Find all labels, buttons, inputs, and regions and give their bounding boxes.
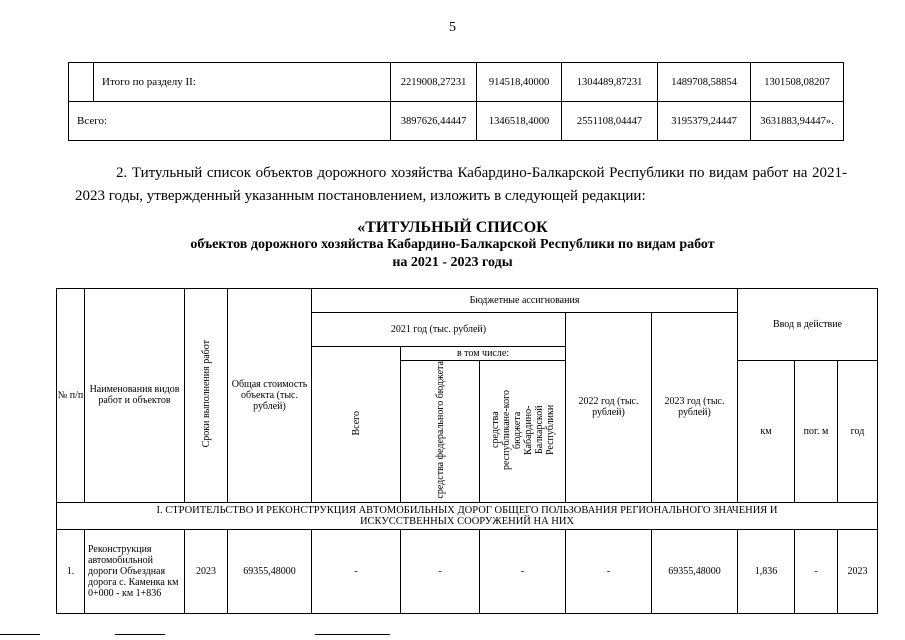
table-row bbox=[57, 529, 878, 613]
cell-all-2021: - bbox=[312, 529, 401, 613]
cell-value: 1301508,08207 bbox=[751, 63, 844, 102]
cell-total: 69355,48000 bbox=[228, 529, 312, 613]
header-km: км bbox=[738, 361, 795, 503]
title-list-table bbox=[56, 288, 878, 614]
row-label: Итого по разделу II: bbox=[94, 63, 391, 102]
cell-num: 1. bbox=[57, 529, 85, 613]
header-terms: Сроки выполнения работ bbox=[185, 289, 228, 503]
header-name: Наименования видов работ и объектов bbox=[85, 289, 185, 503]
cell-republic: - bbox=[480, 529, 566, 613]
cell-value: 3897626,44447 bbox=[391, 102, 477, 141]
header-pogm: пог. м bbox=[795, 361, 838, 503]
header-including: в том числе: bbox=[401, 347, 566, 361]
header-republic: средства республикане-кого бюджета Кабардино-Балкарской Республики bbox=[480, 361, 566, 503]
summary-table bbox=[68, 62, 844, 141]
header-2023: 2023 год (тыс. рублей) bbox=[652, 313, 738, 503]
cell-value: 2219008,27231 bbox=[391, 63, 477, 102]
scan-artifact bbox=[315, 634, 390, 635]
cell-year: 2023 bbox=[838, 529, 878, 613]
cell-term: 2023 bbox=[185, 529, 228, 613]
cell-2022: - bbox=[566, 529, 652, 613]
cell-value: 914518,40000 bbox=[477, 63, 562, 102]
header-budget: Бюджетные ассигнования bbox=[312, 289, 738, 313]
row-label: Всего: bbox=[69, 102, 391, 141]
cell-value: 1304489,87231 bbox=[562, 63, 658, 102]
cell-2023: 69355,48000 bbox=[652, 529, 738, 613]
page-number: 5 bbox=[449, 20, 456, 35]
document-title: «ТИТУЛЬНЫЙ СПИСОК bbox=[357, 219, 548, 236]
cell-value: 1489708,58854 bbox=[658, 63, 751, 102]
header-all: Всего bbox=[312, 347, 401, 503]
header-2021: 2021 год (тыс. рублей) bbox=[312, 313, 566, 347]
cell-pogm: - bbox=[795, 529, 838, 613]
document-subtitle: объектов дорожного хозяйства Кабардино-Балкарской Республики по видам работ bbox=[190, 237, 715, 252]
cell-value: 3195379,24447 bbox=[658, 102, 751, 141]
header-commission: Ввод в действие bbox=[738, 289, 878, 361]
body-paragraph: 2. Титульный список объектов дорожного хозяйства Кабардино-Балкарской Республики по видам работ на 2021-2023 годы, утвержденный указанным постановлением, изложить в следующей редакции: bbox=[75, 165, 847, 204]
section-title: I. СТРОИТЕЛЬСТВО И РЕКОНСТРУКЦИЯ АВТОМОБИЛЬНЫХ ДОРОГ ОБЩЕГО ПОЛЬЗОВАНИЯ РЕГИОНАЛЬНОГО ЗНАЧЕНИЯ И ИСКУССТВЕННЫХ СООРУЖЕНИЙ НА НИХ bbox=[57, 502, 878, 529]
cell-value: 1346518,4000 bbox=[477, 102, 562, 141]
header-year: год bbox=[838, 361, 878, 503]
table-row bbox=[69, 63, 844, 102]
cell-federal: - bbox=[401, 529, 480, 613]
header-federal: средства федерального бюджета bbox=[401, 361, 480, 503]
section-row bbox=[57, 502, 878, 529]
header-2022: 2022 год (тыс. рублей) bbox=[566, 313, 652, 503]
scan-artifact bbox=[0, 634, 40, 635]
table-row bbox=[69, 102, 844, 141]
scan-artifact bbox=[115, 634, 165, 635]
cell-km: 1,836 bbox=[738, 529, 795, 613]
cell-value: 2551108,04447 bbox=[562, 102, 658, 141]
cell-value: 3631883,94447». bbox=[751, 102, 844, 141]
cell-name: Реконструкция автомобильной дороги Объездная дорога с. Каменка км 0+000 - км 1+836 bbox=[85, 529, 185, 613]
document-period: на 2021 - 2023 годы bbox=[392, 255, 513, 270]
header-num: № п/п bbox=[57, 289, 85, 503]
header-total-cost: Общая стоимость объекта (тыс. рублей) bbox=[228, 289, 312, 503]
